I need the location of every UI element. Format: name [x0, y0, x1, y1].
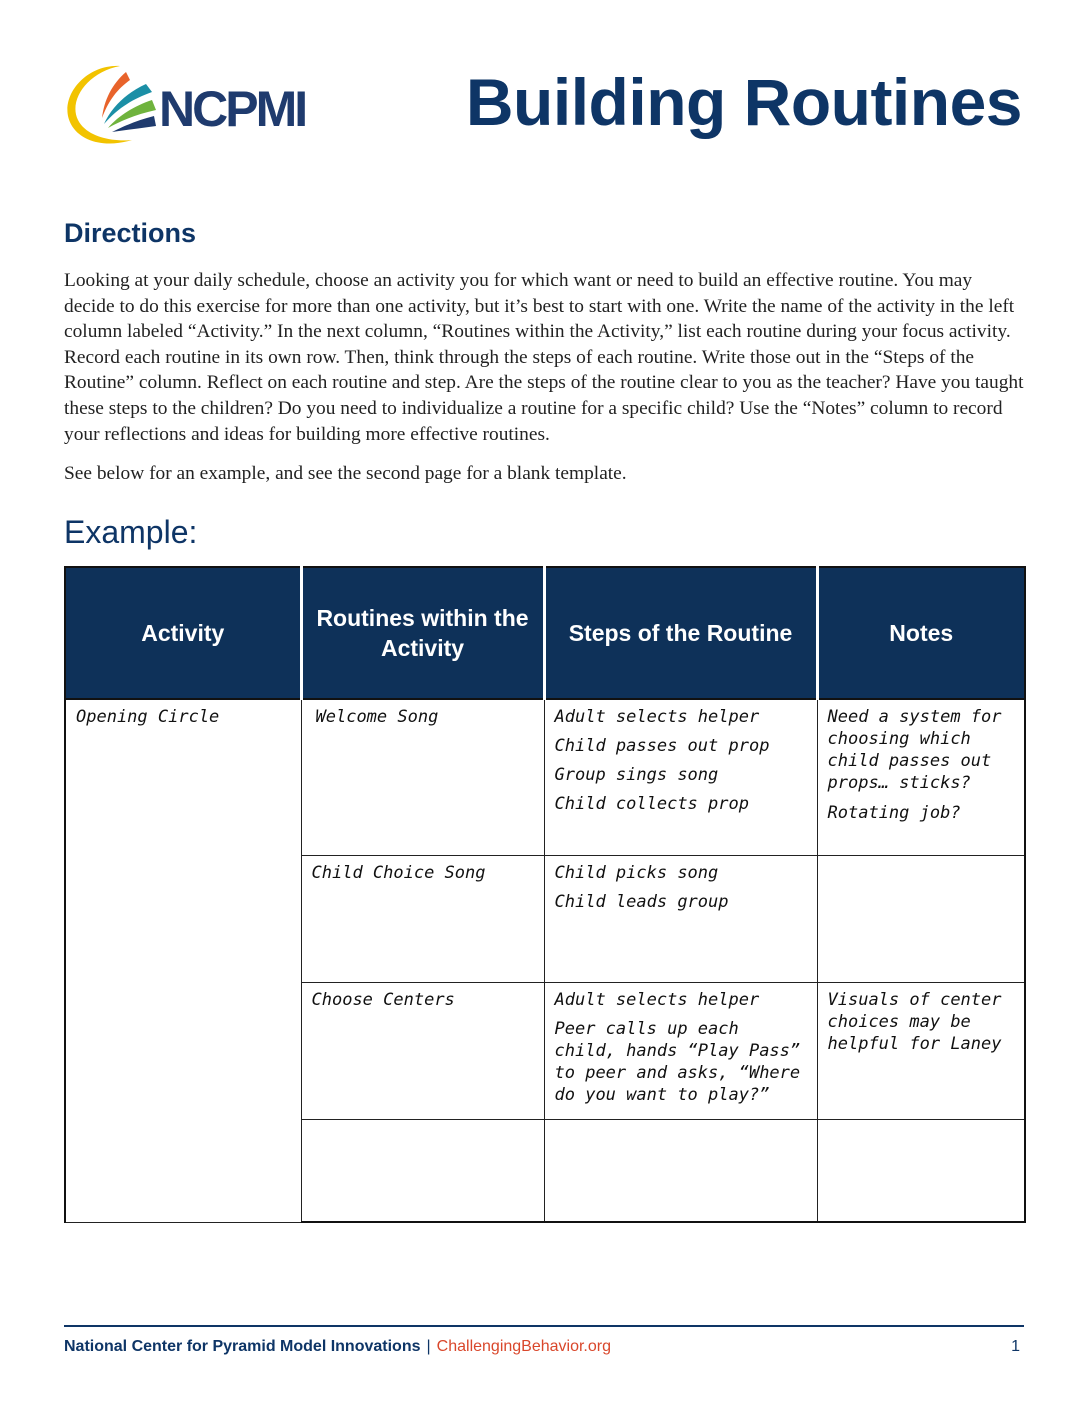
routine-cell: [301, 699, 544, 855]
column-header-notes: Notes: [817, 567, 1025, 699]
footer-separator: |: [426, 1338, 431, 1355]
table-row: [65, 699, 1025, 855]
note-item: Visuals of center choices may be helpful for Laney: [827, 989, 1002, 1054]
table-header-row: [65, 567, 1025, 699]
steps-cell: [544, 699, 817, 855]
footer-org-name: National Center for Pyramid Model Innovations: [64, 1338, 421, 1355]
notes-cell: [817, 699, 1025, 855]
footer-website-link[interactable]: ChallengingBehavior.org: [436, 1338, 611, 1355]
activity-name: Opening Circle: [76, 707, 220, 727]
routine-cell: [301, 855, 544, 982]
step-item: Child passes out prop: [554, 736, 770, 756]
directions-text: Looking at your daily schedule, choose an activity you for which want or need to build an effective routine. You may decide to do this exercise for more than one activity, but it’s best to start with one. Write the name of the activity in the left column labeled “Activity.” In the next column, “Routines within the Activity,” list each routine during your focus activity. Record each routine in its own row. Then, think through the steps of each routine. Write those out in the “Steps of the Routine” column. Reflect on each routine and step. Are the steps of the routine clear to you as the teacher? Have you taught these steps to the children? Do you need to individualize a routine for a specific child? Use the “Notes” column to record your reflections and ideas for building more effective routines.: [64, 270, 1024, 445]
step-item: Peer calls up each child, hands “Play Pass” to peer and asks, “Where do you want to play?”: [554, 1018, 801, 1105]
step-item: Adult selects helper: [554, 989, 760, 1010]
swoosh-logo-icon: [62, 62, 162, 152]
notes-cell: [817, 982, 1025, 1119]
logo-wordmark: NCPMI: [159, 81, 306, 137]
note-item: Rotating job?: [827, 803, 961, 823]
ncpmi-logo: [62, 62, 312, 152]
step-item: Adult selects helper: [554, 707, 760, 727]
page-number: 1: [1011, 1338, 1020, 1355]
example-heading: Example:: [64, 514, 198, 550]
column-header-steps: Steps of the Routine: [544, 567, 817, 699]
routines-table: [64, 566, 1026, 1223]
routine-cell: [301, 982, 544, 1119]
step-item: Group sings song: [554, 765, 719, 785]
routine-name: Choose Centers: [311, 989, 455, 1010]
step-item: Child leads group: [554, 891, 729, 912]
steps-cell: [544, 1119, 817, 1222]
routine-name: Welcome Song: [315, 707, 439, 727]
column-header-routines: Routines within the Activity: [301, 567, 544, 699]
directions-heading: Directions: [64, 218, 197, 248]
note-item: Need a system for choosing which child passes out props… sticks?: [827, 707, 1002, 793]
routine-name: Child Choice Song: [311, 862, 486, 883]
routine-cell: [301, 1119, 544, 1222]
page-title: Building Routines: [465, 65, 1022, 139]
footer: [64, 1338, 611, 1356]
steps-cell: [544, 982, 817, 1119]
step-item: Child collects prop: [554, 794, 749, 814]
activity-cell: [65, 699, 301, 1222]
steps-cell: [544, 855, 817, 982]
notes-cell: [817, 1119, 1025, 1222]
see-below-text: See below for an example, and see the second page for a blank template.: [64, 463, 627, 484]
step-item: Child picks song: [554, 862, 719, 883]
notes-cell: [817, 855, 1025, 982]
column-header-activity: Activity: [65, 567, 301, 699]
footer-divider: [64, 1325, 1024, 1327]
